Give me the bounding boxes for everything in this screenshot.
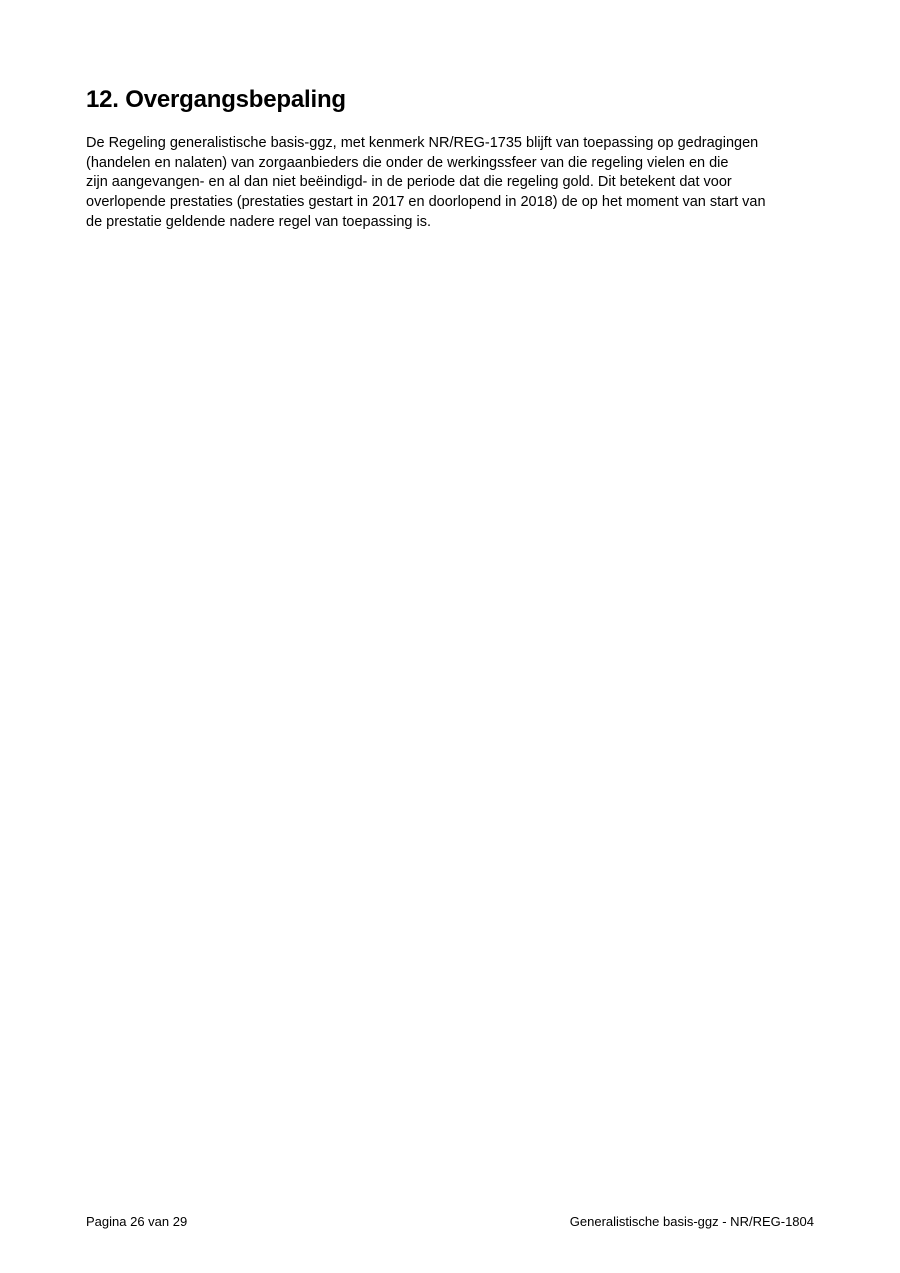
document-reference: Generalistische basis-ggz - NR/REG-1804 [569, 1214, 814, 1229]
paragraph-line: de prestatie geldende nadere regel van toepassing is. [86, 213, 432, 230]
section-paragraph [86, 134, 826, 233]
paragraph-line: (handelen en nalaten) van zorgaanbieders die onder de werkingssfeer van die regeling vielen en die [86, 154, 729, 171]
paragraph-line: zijn aangevangen- en al dan niet beëindigd- in de periode dat die regeling gold. Dit betekent dat voor [86, 174, 732, 191]
paragraph-line: overlopende prestaties (prestaties gestart in 2017 en doorlopend in 2018) de op het moment van start van [86, 194, 766, 211]
section-heading: 12. Overgangsbepaling [86, 86, 346, 113]
page-number: Pagina 26 van 29 [86, 1214, 188, 1229]
paragraph-line: De Regeling generalistische basis-ggz, met kenmerk NR/REG-1735 blijft van toepassing op gedragingen [86, 135, 759, 151]
